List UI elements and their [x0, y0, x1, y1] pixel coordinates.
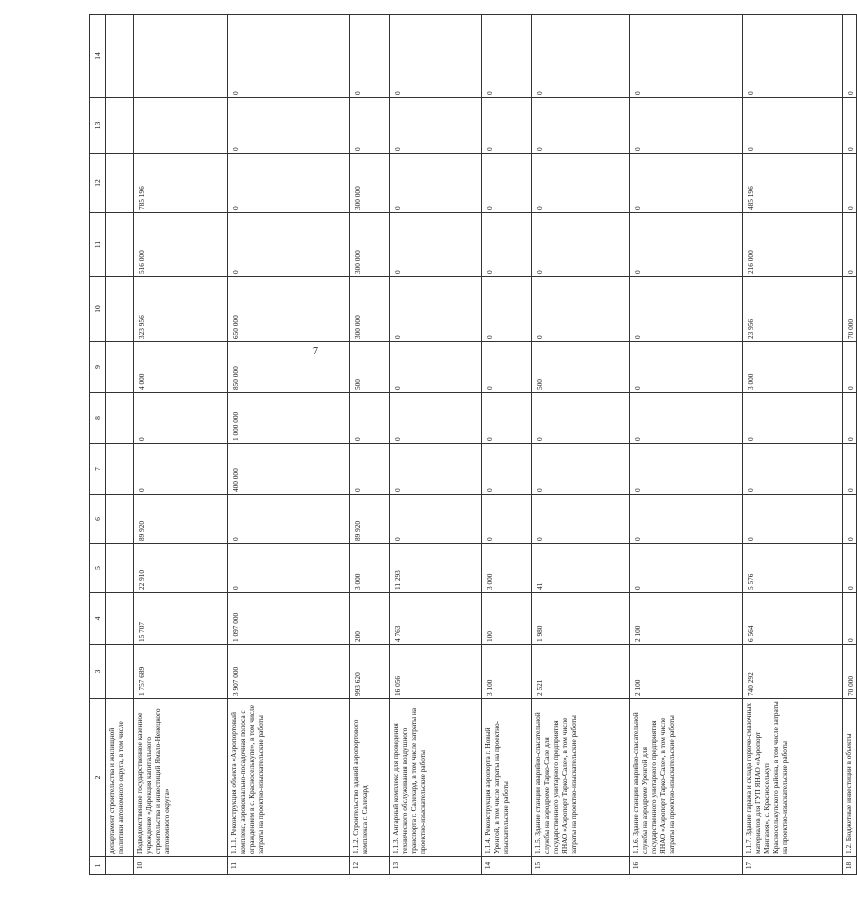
table-row [532, 15, 630, 875]
value-cell: 0 [532, 277, 630, 342]
value-cell: 41 [532, 544, 630, 593]
value-cell: 16 056 [390, 645, 482, 699]
value-cell [106, 544, 134, 593]
value-cell: 740 292 [743, 645, 843, 699]
value-cell: 0 [630, 277, 743, 342]
value-cell: 0 [532, 444, 630, 495]
table-body [90, 15, 857, 875]
value-cell: 500 [350, 342, 390, 393]
value-cell: 0 [630, 544, 743, 593]
value-cell: 0 [532, 15, 630, 98]
value-cell: 0 [482, 98, 532, 154]
row-number: 11 [228, 857, 350, 875]
value-cell: 1 000 000 [228, 393, 350, 444]
value-cell: 11 293 [390, 544, 482, 593]
value-cell: 1 980 [532, 593, 630, 645]
value-cell [106, 342, 134, 393]
value-cell: 0 [482, 213, 532, 277]
value-cell: 0 [390, 444, 482, 495]
value-cell: 0 [228, 98, 350, 154]
value-cell [106, 393, 134, 444]
header-cell: 12 [90, 154, 106, 213]
value-cell: 650 000 [228, 277, 350, 342]
row-number [106, 857, 134, 875]
value-cell [106, 495, 134, 544]
value-cell: 1 757 689 [134, 645, 228, 699]
row-description: 1.2. Бюджетные инвестиции в объекты [843, 699, 857, 857]
value-cell: 0 [228, 544, 350, 593]
value-cell: 0 [743, 98, 843, 154]
value-cell: 23 956 [743, 277, 843, 342]
row-number: 15 [532, 857, 630, 875]
header-cell: 6 [90, 495, 106, 544]
row-number: 10 [134, 857, 228, 875]
value-cell: 0 [843, 495, 857, 544]
rotated-page [89, 15, 855, 875]
table-row [350, 15, 390, 875]
value-cell: 0 [390, 393, 482, 444]
value-cell [106, 277, 134, 342]
value-cell: 0 [482, 393, 532, 444]
value-cell: 3 100 [482, 645, 532, 699]
value-cell: 0 [390, 154, 482, 213]
value-cell: 15 707 [134, 593, 228, 645]
value-cell: 516 000 [134, 213, 228, 277]
value-cell: 0 [532, 393, 630, 444]
header-cell: 8 [90, 393, 106, 444]
value-cell [106, 15, 134, 98]
value-cell: 0 [843, 593, 857, 645]
value-cell: 785 196 [134, 154, 228, 213]
value-cell: 0 [630, 495, 743, 544]
value-cell: 0 [482, 495, 532, 544]
value-cell: 0 [482, 444, 532, 495]
row-number: 14 [482, 857, 532, 875]
value-cell: 0 [390, 15, 482, 98]
value-cell: 0 [532, 98, 630, 154]
value-cell: 6 564 [743, 593, 843, 645]
value-cell: 500 [532, 342, 630, 393]
value-cell: 300 000 [350, 154, 390, 213]
value-cell: 300 000 [350, 277, 390, 342]
header-cell: 4 [90, 593, 106, 645]
header-row [90, 15, 106, 875]
row-number: 13 [390, 857, 482, 875]
value-cell: 3 907 000 [228, 645, 350, 699]
value-cell: 0 [134, 393, 228, 444]
value-cell: 0 [350, 98, 390, 154]
header-cell: 1 [90, 857, 106, 875]
value-cell: 485 196 [743, 154, 843, 213]
table-row [482, 15, 532, 875]
value-cell: 0 [134, 444, 228, 495]
value-cell: 2 521 [532, 645, 630, 699]
value-cell: 0 [532, 154, 630, 213]
header-cell: 14 [90, 15, 106, 98]
value-cell: 0 [630, 393, 743, 444]
row-description: 1.1.3. Ангарный комплекс для проведения технического обслуживания воздушного транспорта г. Салехард, в том числе затраты на проектно-изыскательские работы [390, 699, 482, 857]
value-cell: 3 000 [350, 544, 390, 593]
value-cell: 0 [482, 342, 532, 393]
value-cell: 0 [630, 15, 743, 98]
value-cell: 0 [743, 495, 843, 544]
value-cell [106, 444, 134, 495]
row-number: 18 [843, 857, 857, 875]
table-row [134, 15, 228, 875]
value-cell: 1 097 000 [228, 593, 350, 645]
value-cell: 22 910 [134, 544, 228, 593]
value-cell: 216 000 [743, 213, 843, 277]
value-cell: 70 000 [843, 645, 857, 699]
value-cell: 0 [228, 154, 350, 213]
value-cell: 0 [350, 444, 390, 495]
value-cell: 0 [743, 444, 843, 495]
value-cell: 0 [743, 15, 843, 98]
value-cell: 2 100 [630, 645, 743, 699]
row-description: Подведомственное государственное казенное учреждение «Дирекция капитального строительства и инвестиций Ямало-Ненецкого автономного округа» [134, 699, 228, 857]
table-row [228, 15, 350, 875]
value-cell: 70 000 [843, 277, 857, 342]
row-description: 1.1.7. Здание гаража и склада горюче-смазочных материалов для ГУП ЯНАО «Аэропорт Мангазея», с. Красноселькуп Красноселькупского района, в том числе затраты на проектно-изыскательские работы [743, 699, 843, 857]
row-number: 12 [350, 857, 390, 875]
value-cell [106, 213, 134, 277]
value-cell: 3 000 [482, 544, 532, 593]
value-cell: 5 576 [743, 544, 843, 593]
value-cell: 89 920 [350, 495, 390, 544]
value-cell: 323 956 [134, 277, 228, 342]
value-cell: 0 [843, 213, 857, 277]
value-cell: 89 920 [134, 495, 228, 544]
value-cell: 0 [843, 393, 857, 444]
value-cell: 0 [843, 544, 857, 593]
value-cell: 0 [630, 444, 743, 495]
value-cell [134, 98, 228, 154]
row-number: 17 [743, 857, 843, 875]
investment-table [89, 14, 857, 875]
value-cell: 0 [350, 393, 390, 444]
table-row [390, 15, 482, 875]
value-cell: 3 000 [743, 342, 843, 393]
value-cell: 0 [843, 154, 857, 213]
value-cell: 0 [532, 213, 630, 277]
value-cell: 0 [743, 393, 843, 444]
value-cell: 0 [390, 277, 482, 342]
value-cell: 300 000 [350, 213, 390, 277]
value-cell: 850 000 [228, 342, 350, 393]
value-cell: 0 [843, 15, 857, 98]
header-cell: 2 [90, 699, 106, 857]
header-cell: 10 [90, 277, 106, 342]
row-description: 1.1.5. Здание станции аварийно-спасательной службы на аэродроме Тарко-Сале для государственного унитарного предприятия ЯНАО «Аэропорт Тарко-Сале», в том числе затраты на проектно-изыскательские работы [532, 699, 630, 857]
value-cell: 0 [630, 213, 743, 277]
table-row [106, 15, 134, 875]
header-cell: 3 [90, 645, 106, 699]
value-cell [134, 15, 228, 98]
header-cell: 9 [90, 342, 106, 393]
value-cell: 0 [843, 444, 857, 495]
row-description: 1.1.1. Реконструкция объекта «Аэропортовый комплекс, аэровокзально-посадочная полоса с ограждением в с. Красноселькупе», в том числе затраты на проектно-изыскательские работы [228, 699, 350, 857]
value-cell: 0 [390, 213, 482, 277]
value-cell: 100 [482, 593, 532, 645]
value-cell: 0 [482, 277, 532, 342]
row-number: 16 [630, 857, 743, 875]
row-description: 1.1.2. Строительство зданий аэропортового комплекса г. Салехард [350, 699, 390, 857]
value-cell: 0 [390, 98, 482, 154]
value-cell: 2 100 [630, 593, 743, 645]
table-row [743, 15, 843, 875]
value-cell: 4 000 [134, 342, 228, 393]
value-cell: 0 [228, 15, 350, 98]
value-cell: 0 [630, 98, 743, 154]
value-cell: 0 [390, 342, 482, 393]
value-cell [106, 593, 134, 645]
table-row [630, 15, 743, 875]
value-cell: 993 620 [350, 645, 390, 699]
value-cell: 0 [482, 15, 532, 98]
header-cell: 11 [90, 213, 106, 277]
header-cell: 7 [90, 444, 106, 495]
value-cell: 400 000 [228, 444, 350, 495]
value-cell: 0 [532, 495, 630, 544]
value-cell: 0 [350, 15, 390, 98]
value-cell: 0 [630, 154, 743, 213]
value-cell: 0 [228, 213, 350, 277]
value-cell: 0 [390, 495, 482, 544]
value-cell [106, 154, 134, 213]
page-number: 7 [313, 346, 318, 357]
value-cell: 200 [350, 593, 390, 645]
row-description: 1.1.6. Здание станции аварийно-спасательной службы на аэродроме Уренгой для государственного унитарного предприятия ЯНАО «Аэропорт Тарко-Сале», в том числе затраты на проектно-изыскательские работы [630, 699, 743, 857]
value-cell: 0 [630, 342, 743, 393]
value-cell: 0 [843, 342, 857, 393]
header-cell: 13 [90, 98, 106, 154]
table-row [843, 15, 857, 875]
value-cell: 0 [843, 98, 857, 154]
value-cell: 4 763 [390, 593, 482, 645]
row-description: департамент строительства и жилищной политики автономного округа, в том числе [106, 699, 134, 857]
value-cell [106, 645, 134, 699]
value-cell: 0 [228, 495, 350, 544]
row-description: 1.1.4. Реконструкция аэропорта г. Новый Уренгой, в том числе затраты на проектно-изыскательские работы [482, 699, 532, 857]
header-cell: 5 [90, 544, 106, 593]
value-cell [106, 98, 134, 154]
value-cell: 0 [482, 154, 532, 213]
